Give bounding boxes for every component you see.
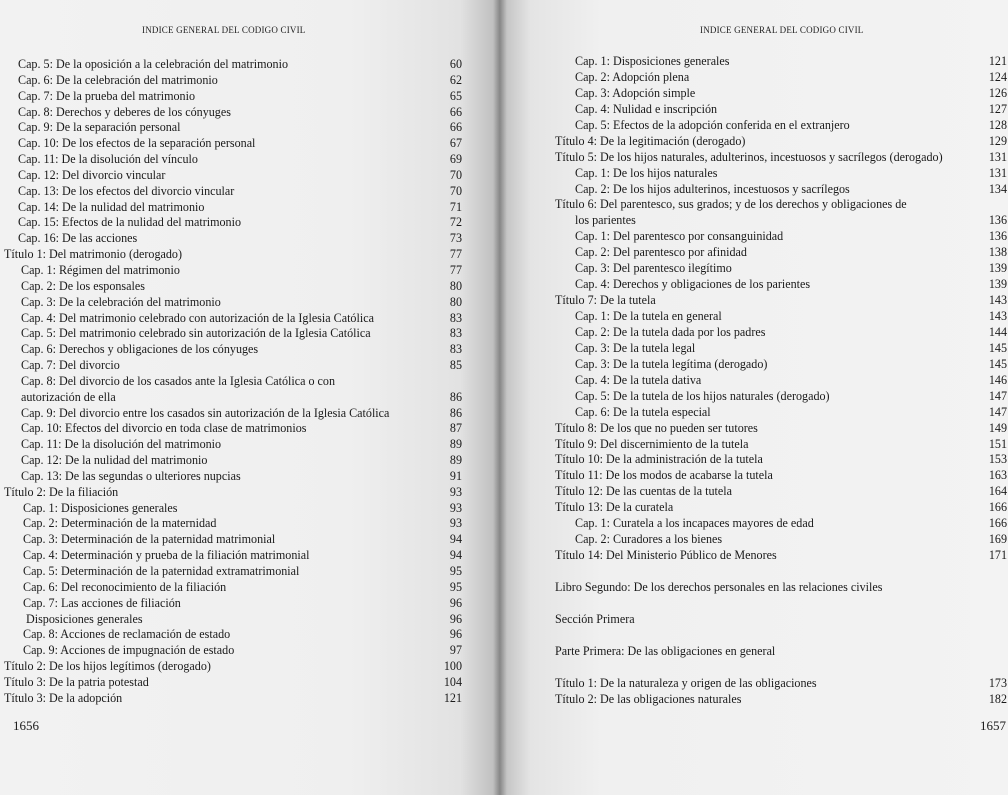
- toc-entry: [0, 57, 470, 73]
- entry-title: Cap. 14: De la nulidad del matrimonio: [18, 199, 205, 214]
- toc-entry: [555, 213, 1007, 229]
- entry-title: Cap. 12: Del divorcio vincular: [18, 167, 166, 182]
- toc-entry: [555, 437, 1007, 453]
- toc-entry: [555, 357, 1007, 373]
- entry-page-number: 60: [449, 57, 462, 71]
- entry-page-number: 129: [988, 133, 1007, 148]
- entry-title: Título 1: De la naturaleza y origen de las obligaciones: [555, 675, 817, 690]
- entry-page-number: 171: [988, 548, 1007, 563]
- entry-title: Cap. 2: De los hijos adulterinos, incestuosos y sacrílegos: [575, 181, 850, 196]
- book-gutter: [493, 0, 507, 795]
- entry-page-number: 166: [988, 500, 1007, 515]
- entry-page-number: 85: [449, 358, 462, 373]
- entry-page-number: 149: [988, 420, 1007, 435]
- entry-title: Cap. 6: De la celebración del matrimonio: [18, 72, 218, 87]
- entry-title: Cap. 4: Determinación y prueba de la filiación matrimonial: [23, 548, 310, 563]
- entry-page-number: 94: [449, 548, 462, 563]
- entry-title: Cap. 1: Disposiciones generales: [575, 54, 730, 68]
- toc-entry: [0, 120, 470, 136]
- entry-title: Cap. 10: Efectos del divorcio en toda clase de matrimonios: [21, 421, 307, 436]
- entry-page-number: 166: [988, 516, 1007, 531]
- entry-page-number: 143: [988, 293, 1007, 308]
- entry-page-number: 77: [449, 247, 462, 262]
- toc-entry: [555, 468, 1007, 484]
- entry-title: Cap. 6: Del reconocimiento de la filiación: [23, 579, 227, 594]
- entry-title: Cap. 8: Acciones de reclamación de estado: [23, 627, 231, 642]
- toc-entry: [555, 277, 1007, 293]
- toc-entry: [555, 102, 1007, 118]
- entry-page-number: 164: [988, 484, 1007, 499]
- toc-entry: [555, 341, 1007, 357]
- entry-title: Cap. 12: De la nulidad del matrimonio: [21, 453, 208, 468]
- entry-title: Cap. 13: De las segundas o ulteriores nupcias: [21, 468, 241, 483]
- entry-page-number: 65: [449, 88, 462, 103]
- toc-entry: [555, 548, 1007, 564]
- entry-title: Título 6: Del parentesco, sus grados; y de los derechos y obligaciones de: [555, 197, 907, 212]
- entry-title: Cap. 3: De la tutela legal: [575, 340, 696, 355]
- entry-title: Cap. 2: Adopción plena: [575, 69, 690, 84]
- page-folio: 1657: [980, 718, 1006, 733]
- toc-entry: [555, 660, 1007, 676]
- toc-entry: [0, 295, 470, 311]
- toc-entry: [0, 279, 470, 295]
- entry-page-number: 80: [449, 278, 462, 293]
- toc-entry: [0, 184, 470, 200]
- toc-entry: [0, 548, 470, 564]
- toc-entry: [0, 406, 470, 422]
- toc-entry: [0, 437, 470, 453]
- entry-title: Cap. 4: Nulidad e inscripción: [575, 101, 718, 116]
- entry-page-number: 93: [449, 516, 462, 531]
- entry-title: Título 3: De la adopción: [4, 690, 123, 705]
- entry-page-number: 173: [988, 675, 1007, 690]
- entry-page-number: 62: [449, 72, 462, 87]
- entry-page-number: 139: [988, 277, 1007, 292]
- entry-title: Cap. 8: Derechos y deberes de los cónyuges: [18, 104, 231, 119]
- entry-page-number: 121: [443, 690, 462, 705]
- entry-title: Título 14: Del Ministerio Público de Menores: [555, 548, 777, 563]
- toc-entry: [555, 325, 1007, 341]
- entry-page-number: 83: [449, 310, 462, 325]
- toc-entry: [555, 373, 1007, 389]
- entry-page-number: 67: [449, 136, 462, 151]
- toc-entry: [555, 484, 1007, 500]
- entry-title: Parte Primera: De las obligaciones en general: [555, 643, 776, 658]
- toc-entry: [0, 596, 470, 612]
- toc-entry: [555, 309, 1007, 325]
- toc-entry: [555, 245, 1007, 261]
- entry-title: Cap. 15: Efectos de la nulidad del matrimonio: [18, 215, 242, 230]
- entry-title: Título 1: Del matrimonio (derogado): [4, 247, 183, 262]
- entry-title: Cap. 10: De los efectos de la separación personal: [18, 136, 256, 151]
- toc-entry: [0, 421, 470, 437]
- toc-entry: [0, 374, 470, 390]
- entry-page-number: 182: [988, 691, 1007, 706]
- entry-page-number: 91: [449, 468, 462, 483]
- entry-title: Cap. 9: Del divorcio entre los casados sin autorización de la Iglesia Católica: [21, 405, 390, 420]
- entry-title: Cap. 2: Determinación de la maternidad: [23, 516, 217, 531]
- entry-title: Cap. 5: Efectos de la adopción conferida en el extranjero: [575, 117, 850, 132]
- toc-entry: [0, 247, 470, 263]
- entry-title: Cap. 3: Adopción simple: [575, 85, 696, 100]
- toc-entry: [0, 342, 470, 358]
- toc-entry: [0, 152, 470, 168]
- entry-title: Título 4: De la legitimación (derogado): [555, 133, 746, 148]
- toc-entry: [555, 500, 1007, 516]
- toc-entry: [0, 73, 470, 89]
- entry-title: Título 5: De los hijos naturales, adulterinos, incestuosos y sacrílegos (derogado): [555, 149, 943, 164]
- entry-title: Disposiciones generales: [26, 611, 143, 626]
- entry-page-number: 70: [449, 183, 462, 198]
- entry-title: Título 10: De la administración de la tutela: [555, 452, 763, 467]
- entry-page-number: 96: [449, 611, 462, 626]
- entry-title: Cap. 5: Del matrimonio celebrado sin autorización de la Iglesia Católica: [21, 326, 371, 341]
- toc-entry: [555, 596, 1007, 612]
- entry-title: Cap. 1: Disposiciones generales: [23, 500, 178, 515]
- entry-page-number: 143: [988, 309, 1007, 323]
- entry-title: Cap. 2: Del parentesco por afinidad: [575, 245, 747, 260]
- toc-entry: [555, 564, 1007, 580]
- entry-title: Cap. 2: De la tutela dada por los padres: [575, 324, 766, 339]
- entry-page-number: 89: [449, 437, 462, 452]
- toc-entry: [0, 659, 470, 675]
- right-page: [500, 0, 1008, 795]
- entry-title: Cap. 2: Curadores a los bienes: [575, 532, 723, 547]
- toc-entry: [555, 229, 1007, 245]
- entry-page-number: 95: [449, 564, 462, 578]
- entry-title: Título 9: Del discernimiento de la tutela: [555, 436, 749, 451]
- toc-entry: [555, 628, 1007, 644]
- running-head: INDICE GENERAL DEL CODIGO CIVIL: [142, 25, 306, 35]
- entry-page-number: 145: [988, 340, 1007, 355]
- entry-page-number: 131: [988, 165, 1007, 180]
- entry-page-number: 126: [988, 85, 1007, 100]
- entry-page-number: 151: [988, 436, 1007, 451]
- toc-entry: [555, 197, 1007, 213]
- toc-entry: [555, 452, 1007, 468]
- toc-entry: [0, 105, 470, 121]
- entry-title: Cap. 16: De las acciones: [18, 231, 138, 246]
- toc-entry: [0, 231, 470, 247]
- entry-title: Cap. 4: Derechos y obligaciones de los parientes: [575, 277, 811, 292]
- toc-entry: [555, 293, 1007, 309]
- toc-entry: [555, 405, 1007, 421]
- toc-entry: [555, 532, 1007, 548]
- entry-title: Cap. 3: Del parentesco ilegítimo: [575, 261, 732, 276]
- entry-page-number: 147: [988, 388, 1007, 403]
- entry-page-number: 128: [988, 117, 1007, 132]
- entry-page-number: 146: [988, 372, 1007, 387]
- entry-title: Cap. 1: Régimen del matrimonio: [21, 262, 180, 277]
- entry-title: Cap. 5: Determinación de la paternidad extramatrimonial: [23, 564, 300, 578]
- entry-page-number: 95: [449, 579, 462, 594]
- toc-entry: [0, 136, 470, 152]
- entry-title: Cap. 2: De los esponsales: [21, 278, 145, 293]
- toc-entry: [555, 54, 1007, 70]
- entry-title: Cap. 7: De la prueba del matrimonio: [18, 88, 195, 103]
- entry-title: Cap. 1: De los hijos naturales: [575, 165, 718, 180]
- entry-page-number: 124: [988, 69, 1007, 84]
- entry-title: Título 11: De los modos de acabarse la tutela: [555, 468, 773, 483]
- entry-page-number: 80: [449, 294, 462, 309]
- entry-page-number: 136: [988, 229, 1007, 244]
- entry-title: Cap. 6: De la tutela especial: [575, 404, 711, 419]
- entry-page-number: 121: [988, 54, 1007, 68]
- toc-entry: [0, 453, 470, 469]
- toc-entry: [0, 358, 470, 374]
- entry-page-number: 72: [449, 215, 462, 230]
- entry-page-number: 131: [988, 149, 1007, 164]
- entry-title: Sección Primera: [555, 611, 635, 626]
- toc-entry: [0, 675, 470, 691]
- toc-entry: [555, 86, 1007, 102]
- toc-entry: [0, 564, 470, 580]
- entry-page-number: 163: [988, 468, 1007, 483]
- toc-entry: [0, 215, 470, 231]
- entry-page-number: 94: [449, 532, 462, 547]
- toc-entries-right: [555, 54, 1007, 707]
- entry-page-number: 96: [449, 595, 462, 610]
- toc-entries-left: [0, 57, 470, 707]
- entry-page-number: 93: [449, 484, 462, 499]
- entry-page-number: 169: [988, 532, 1007, 547]
- entry-page-number: 100: [443, 659, 462, 674]
- entry-title: Título 2: De las obligaciones naturales: [555, 691, 742, 706]
- entry-title: Cap. 11: De la disolución del matrimonio: [21, 437, 222, 452]
- toc-entry: [0, 691, 470, 707]
- entry-page-number: 66: [449, 120, 462, 135]
- toc-entry: [0, 532, 470, 548]
- toc-entry: [0, 516, 470, 532]
- entry-page-number: 83: [449, 326, 462, 341]
- entry-title: Cap. 4: Del matrimonio celebrado con autorización de la Iglesia Católica: [21, 310, 374, 325]
- entry-page-number: 93: [449, 500, 462, 515]
- toc-entry: [555, 692, 1007, 708]
- toc-entry: [555, 182, 1007, 198]
- toc-entry: [0, 485, 470, 501]
- entry-title: Cap. 8: Del divorcio de los casados ante la Iglesia Católica o con: [21, 373, 336, 388]
- entry-title: Cap. 1: Curatela a los incapaces mayores de edad: [575, 516, 814, 531]
- entry-page-number: 86: [449, 405, 462, 420]
- entry-title: Cap. 9: De la separación personal: [18, 120, 181, 135]
- entry-title: Libro Segundo: De los derechos personales en las relaciones civiles: [555, 579, 883, 594]
- toc-entry: [555, 516, 1007, 532]
- entry-title: Cap. 1: De la tutela en general: [575, 309, 722, 323]
- entry-title: Título 7: De la tutela: [555, 293, 656, 308]
- toc-entry: [0, 643, 470, 659]
- running-head: INDICE GENERAL DEL CODIGO CIVIL: [700, 25, 864, 35]
- entry-page-number: 66: [449, 104, 462, 119]
- entry-title: Cap. 1: Del parentesco por consanguinidad: [575, 229, 784, 244]
- entry-page-number: 77: [449, 262, 462, 277]
- entry-page-number: 71: [449, 199, 462, 214]
- toc-entry: [0, 200, 470, 216]
- toc-entry: [555, 421, 1007, 437]
- toc-entry: [555, 70, 1007, 86]
- entry-page-number: 127: [988, 101, 1007, 116]
- toc-entry: [0, 390, 470, 406]
- toc-entry: [555, 389, 1007, 405]
- toc-entry: [555, 676, 1007, 692]
- toc-entry: [555, 644, 1007, 660]
- entry-title: Cap. 3: Determinación de la paternidad matrimonial: [23, 532, 276, 547]
- toc-entry: [0, 311, 470, 327]
- entry-page-number: 83: [449, 342, 462, 357]
- toc-entry: [555, 580, 1007, 596]
- entry-title: Título 2: De los hijos legítimos (derogado): [4, 659, 211, 674]
- entry-title: autorización de ella: [21, 389, 116, 404]
- entry-page-number: 153: [988, 452, 1007, 467]
- entry-title: Título 12: De las cuentas de la tutela: [555, 484, 732, 499]
- toc-entry: [555, 134, 1007, 150]
- entry-title: Título 3: De la patria potestad: [4, 674, 149, 689]
- toc-entry: [555, 261, 1007, 277]
- entry-title: Cap. 4: De la tutela dativa: [575, 372, 702, 387]
- entry-page-number: 96: [449, 627, 462, 642]
- entry-title: Cap. 9: Acciones de impugnación de estado: [23, 643, 235, 658]
- entry-title: Título 8: De los que no pueden ser tutores: [555, 420, 758, 435]
- entry-title: Cap. 13: De los efectos del divorcio vincular: [18, 183, 235, 198]
- entry-page-number: 139: [988, 261, 1007, 276]
- entry-page-number: 147: [988, 404, 1007, 419]
- entry-title: Cap. 3: De la celebración del matrimonio: [21, 294, 221, 309]
- toc-entry: [0, 612, 470, 628]
- entry-title: Cap. 7: Del divorcio: [21, 358, 120, 373]
- toc-entry: [0, 263, 470, 279]
- toc-entry: [0, 627, 470, 643]
- entry-page-number: 69: [449, 152, 462, 167]
- entry-title: Título 13: De la curatela: [555, 500, 674, 515]
- entry-page-number: 145: [988, 356, 1007, 371]
- entry-title: Cap. 6: Derechos y obligaciones de los cónyuges: [21, 342, 259, 357]
- entry-page-number: 134: [988, 181, 1007, 196]
- entry-title: los parientes: [575, 213, 636, 228]
- toc-entry: [555, 118, 1007, 134]
- toc-entry: [0, 501, 470, 517]
- entry-page-number: 136: [988, 213, 1007, 228]
- entry-title: Cap. 5: De la oposición a la celebración del matrimonio: [18, 57, 289, 71]
- entry-title: Cap. 11: De la disolución del vínculo: [18, 152, 198, 167]
- entry-page-number: 70: [449, 167, 462, 182]
- toc-entry: [555, 612, 1007, 628]
- toc-entry: [0, 326, 470, 342]
- toc-entry: [0, 469, 470, 485]
- entry-page-number: 87: [449, 421, 462, 436]
- entry-title: Cap. 3: De la tutela legítima (derogado): [575, 356, 768, 371]
- page-folio: 1656: [13, 718, 39, 733]
- entry-title: Cap. 5: De la tutela de los hijos naturales (derogado): [575, 388, 830, 403]
- toc-entry: [555, 150, 1007, 166]
- entry-page-number: 89: [449, 453, 462, 468]
- toc-entry: [0, 580, 470, 596]
- entry-title: Cap. 7: Las acciones de filiación: [23, 595, 181, 610]
- entry-page-number: 104: [443, 674, 462, 689]
- entry-page-number: 73: [449, 231, 462, 246]
- entry-title: Título 2: De la filiación: [4, 484, 119, 499]
- entry-page-number: 86: [449, 389, 462, 404]
- entry-page-number: 144: [988, 324, 1007, 339]
- toc-entry: [0, 168, 470, 184]
- toc-entry: [0, 89, 470, 105]
- left-page: [0, 0, 500, 795]
- toc-entry: [555, 166, 1007, 182]
- entry-page-number: 97: [449, 643, 462, 658]
- entry-page-number: 138: [988, 245, 1007, 260]
